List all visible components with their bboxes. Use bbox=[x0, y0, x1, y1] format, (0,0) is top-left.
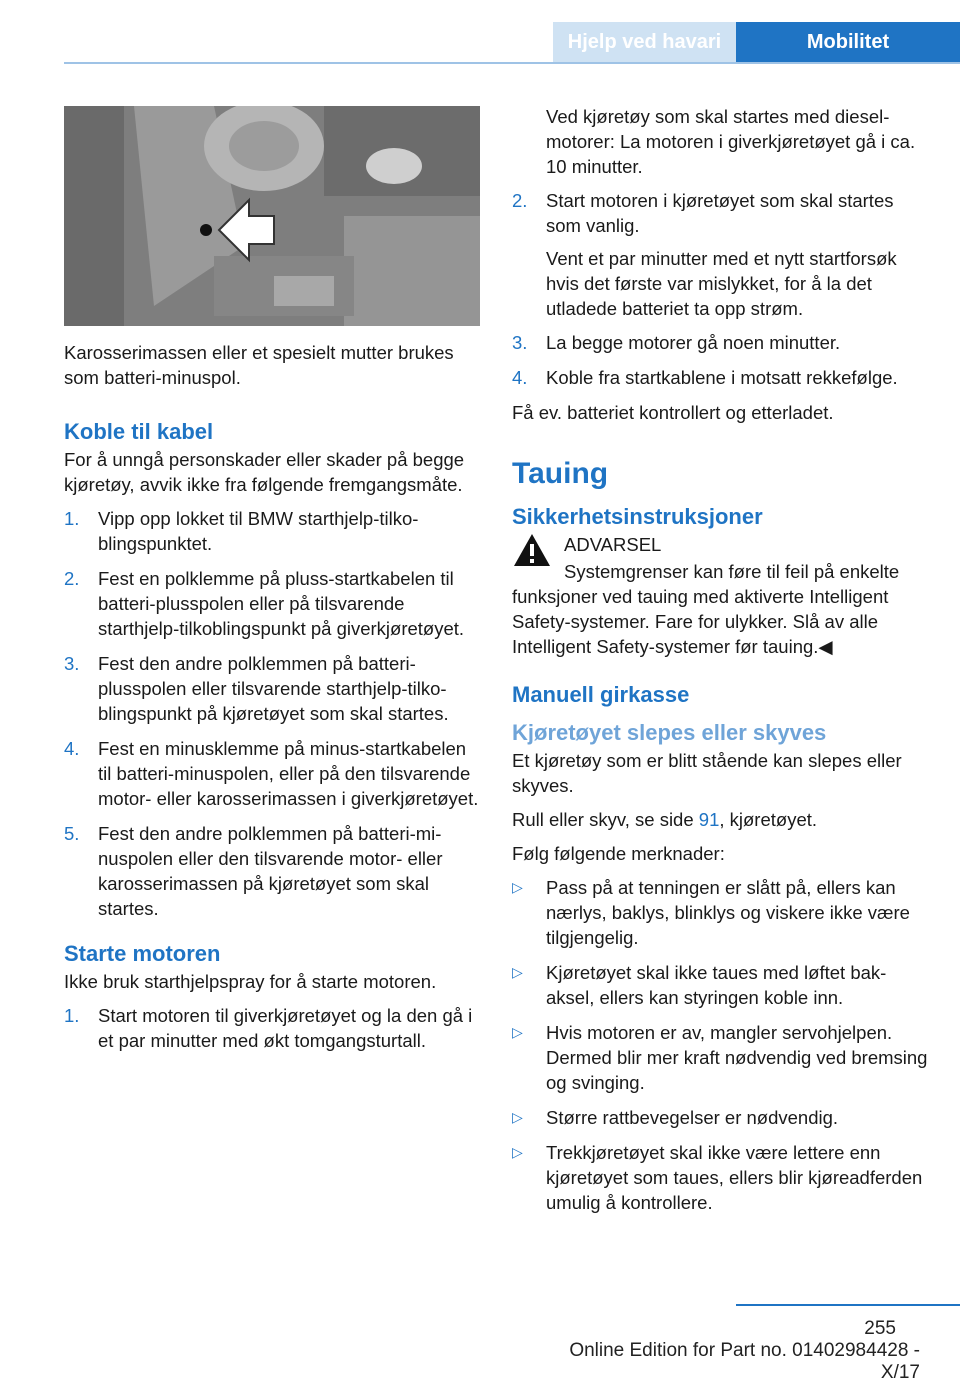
image-caption: Karosserimassen eller et spesielt mutter brukes som batteri-minuspol. bbox=[64, 342, 454, 388]
list-item: 3. La begge motorer gå noen minutter. bbox=[512, 332, 841, 353]
list-item: 3. Fest den andre polklemmen på batteri-plusspolen eller tilsvarende starthjelp-tilkoblingspunkt på kjøretøyet som skal startes. bbox=[64, 653, 449, 724]
header-rule bbox=[64, 62, 960, 64]
engine-bay-illustration bbox=[64, 106, 480, 326]
left-column bbox=[64, 106, 480, 1063]
list-item: ▷ Hvis motoren er av, mangler servohjelpen. Dermed blir mer kraft nødvendig ved bremsing og svinging. bbox=[512, 1022, 928, 1093]
page-reference-link[interactable]: 91 bbox=[698, 809, 720, 830]
list-item: ▷ Kjøretøyet skal ikke taues med løftet bakaksel, ellers kan styringen koble inn. bbox=[512, 962, 887, 1008]
list-item: 1. Vipp opp lokket til BMW starthjelp-tilkoblingspunktet. bbox=[64, 508, 419, 554]
list-item: 4. Fest en minusklemme på minus-startkabelen til batteri-minuspolen, eller på den tilsvarende motor- eller karosserimassen i giverkjøretøyet. bbox=[64, 738, 479, 809]
edition-footer: Online Edition for Part no. 01402984428 - X/17 bbox=[569, 1340, 920, 1383]
starte-intro: Ikke bruk starthjelpspray for å starte motoren. bbox=[64, 971, 437, 992]
start-steps bbox=[64, 1003, 480, 1053]
start-steps-cont bbox=[512, 188, 928, 238]
bullet-triangle-icon: ▷ bbox=[512, 964, 523, 980]
list-item: 2. Start motoren i kjøretøyet som skal startes som vanlig. bbox=[512, 190, 894, 236]
list-item: ▷ Trekkjøretøyet skal ikke være lettere enn kjøretøyet som taues, ellers blir kjøreadferden umulig å kontrollere. bbox=[512, 1142, 923, 1213]
footer-rule bbox=[736, 1304, 960, 1306]
slepes-text: Et kjøretøy som er blitt stående kan slepes eller skyves. bbox=[512, 750, 902, 796]
folg-text: Følg følgende merknader: bbox=[512, 843, 725, 864]
right-column bbox=[512, 104, 928, 1225]
tab-hjelp-ved-havari[interactable]: Hjelp ved havari bbox=[553, 22, 736, 62]
warning-title: ADVARSEL bbox=[564, 534, 662, 555]
warning-text: funksjoner ved tauing med aktiverte Intelligent Safety-systemer. Fare for ulykker. Slå av alle Intelligent Safety-systemer før tauing.◀ bbox=[512, 586, 889, 657]
heading-tauing: Tauing bbox=[512, 457, 609, 490]
heading-slepes-skyves: Kjøretøyet slepes eller skyves bbox=[512, 720, 827, 745]
tab-mobilitet[interactable]: Mobilitet bbox=[736, 22, 960, 62]
koble-intro: For å unngå personskader eller skader på begge kjøretøy, avvik ikke fra følgende fremgangsmåte. bbox=[64, 449, 465, 495]
heading-koble-til-kabel: Koble til kabel bbox=[64, 419, 214, 444]
list-item: 4. Koble fra startkablene i motsatt rekkefølge. bbox=[512, 367, 898, 388]
list-item: 5. Fest den andre polklemmen på batteri-minuspolen eller den tilsvarende motor- eller karosserimassen på kjøretøyet som skal startes. bbox=[64, 823, 443, 919]
list-item: ▷ Pass på at tenningen er slått på, ellers kan nærlys, baklys, blinklys og viskere ikke være tilgjengelig. bbox=[512, 877, 910, 948]
warning-triangle-icon bbox=[512, 532, 552, 568]
list-item: 1. Start motoren til giverkjøretøyet og la den gå i et par minutter med økt tomgangsturtall. bbox=[64, 1005, 473, 1051]
warning-line1: Systemgrenser kan føre til feil på enkelte bbox=[564, 561, 900, 582]
bullet-triangle-icon: ▷ bbox=[512, 1109, 523, 1125]
bullet-triangle-icon: ▷ bbox=[512, 1024, 523, 1040]
after-text: Få ev. batteriet kontrollert og etterladet. bbox=[512, 402, 834, 423]
warning-box bbox=[512, 532, 928, 659]
heading-manuell-girkasse: Manuell girkasse bbox=[512, 682, 690, 707]
start-steps-cont2 bbox=[512, 330, 928, 390]
step1-continuation: Ved kjøretøy som skal startes med dieselmotorer: La motoren i giverkjøretøyet gå i ca. 10 minutter. bbox=[546, 106, 916, 177]
heading-starte-motoren: Starte motoren bbox=[64, 941, 221, 966]
heading-sikkerhetsinstruksjoner: Sikkerhetsinstruksjoner bbox=[512, 504, 763, 529]
list-item: ▷ Større rattbevegelser er nødvendig. bbox=[512, 1107, 839, 1128]
bullet-triangle-icon: ▷ bbox=[512, 879, 523, 895]
engine-bay-photo bbox=[64, 106, 480, 326]
list-item: 2. Fest en polklemme på pluss-startkabelen til batteri-plusspolen eller på tilsvarende starthjelp-tilkoblingspunkt på giverkjøretøyet. bbox=[64, 568, 465, 639]
bullet-triangle-icon: ▷ bbox=[512, 1144, 523, 1160]
page-number: 255 bbox=[864, 1318, 896, 1339]
step2-sub: Vent et par minutter med et nytt startforsøk hvis det første var mislykket, for å la det utladede batteriet ta opp strøm. bbox=[546, 248, 897, 319]
koble-steps bbox=[64, 506, 480, 921]
rull-text: Rull eller skyv, se side 91, kjøretøyet. bbox=[512, 809, 818, 830]
notes-list bbox=[512, 875, 928, 1215]
